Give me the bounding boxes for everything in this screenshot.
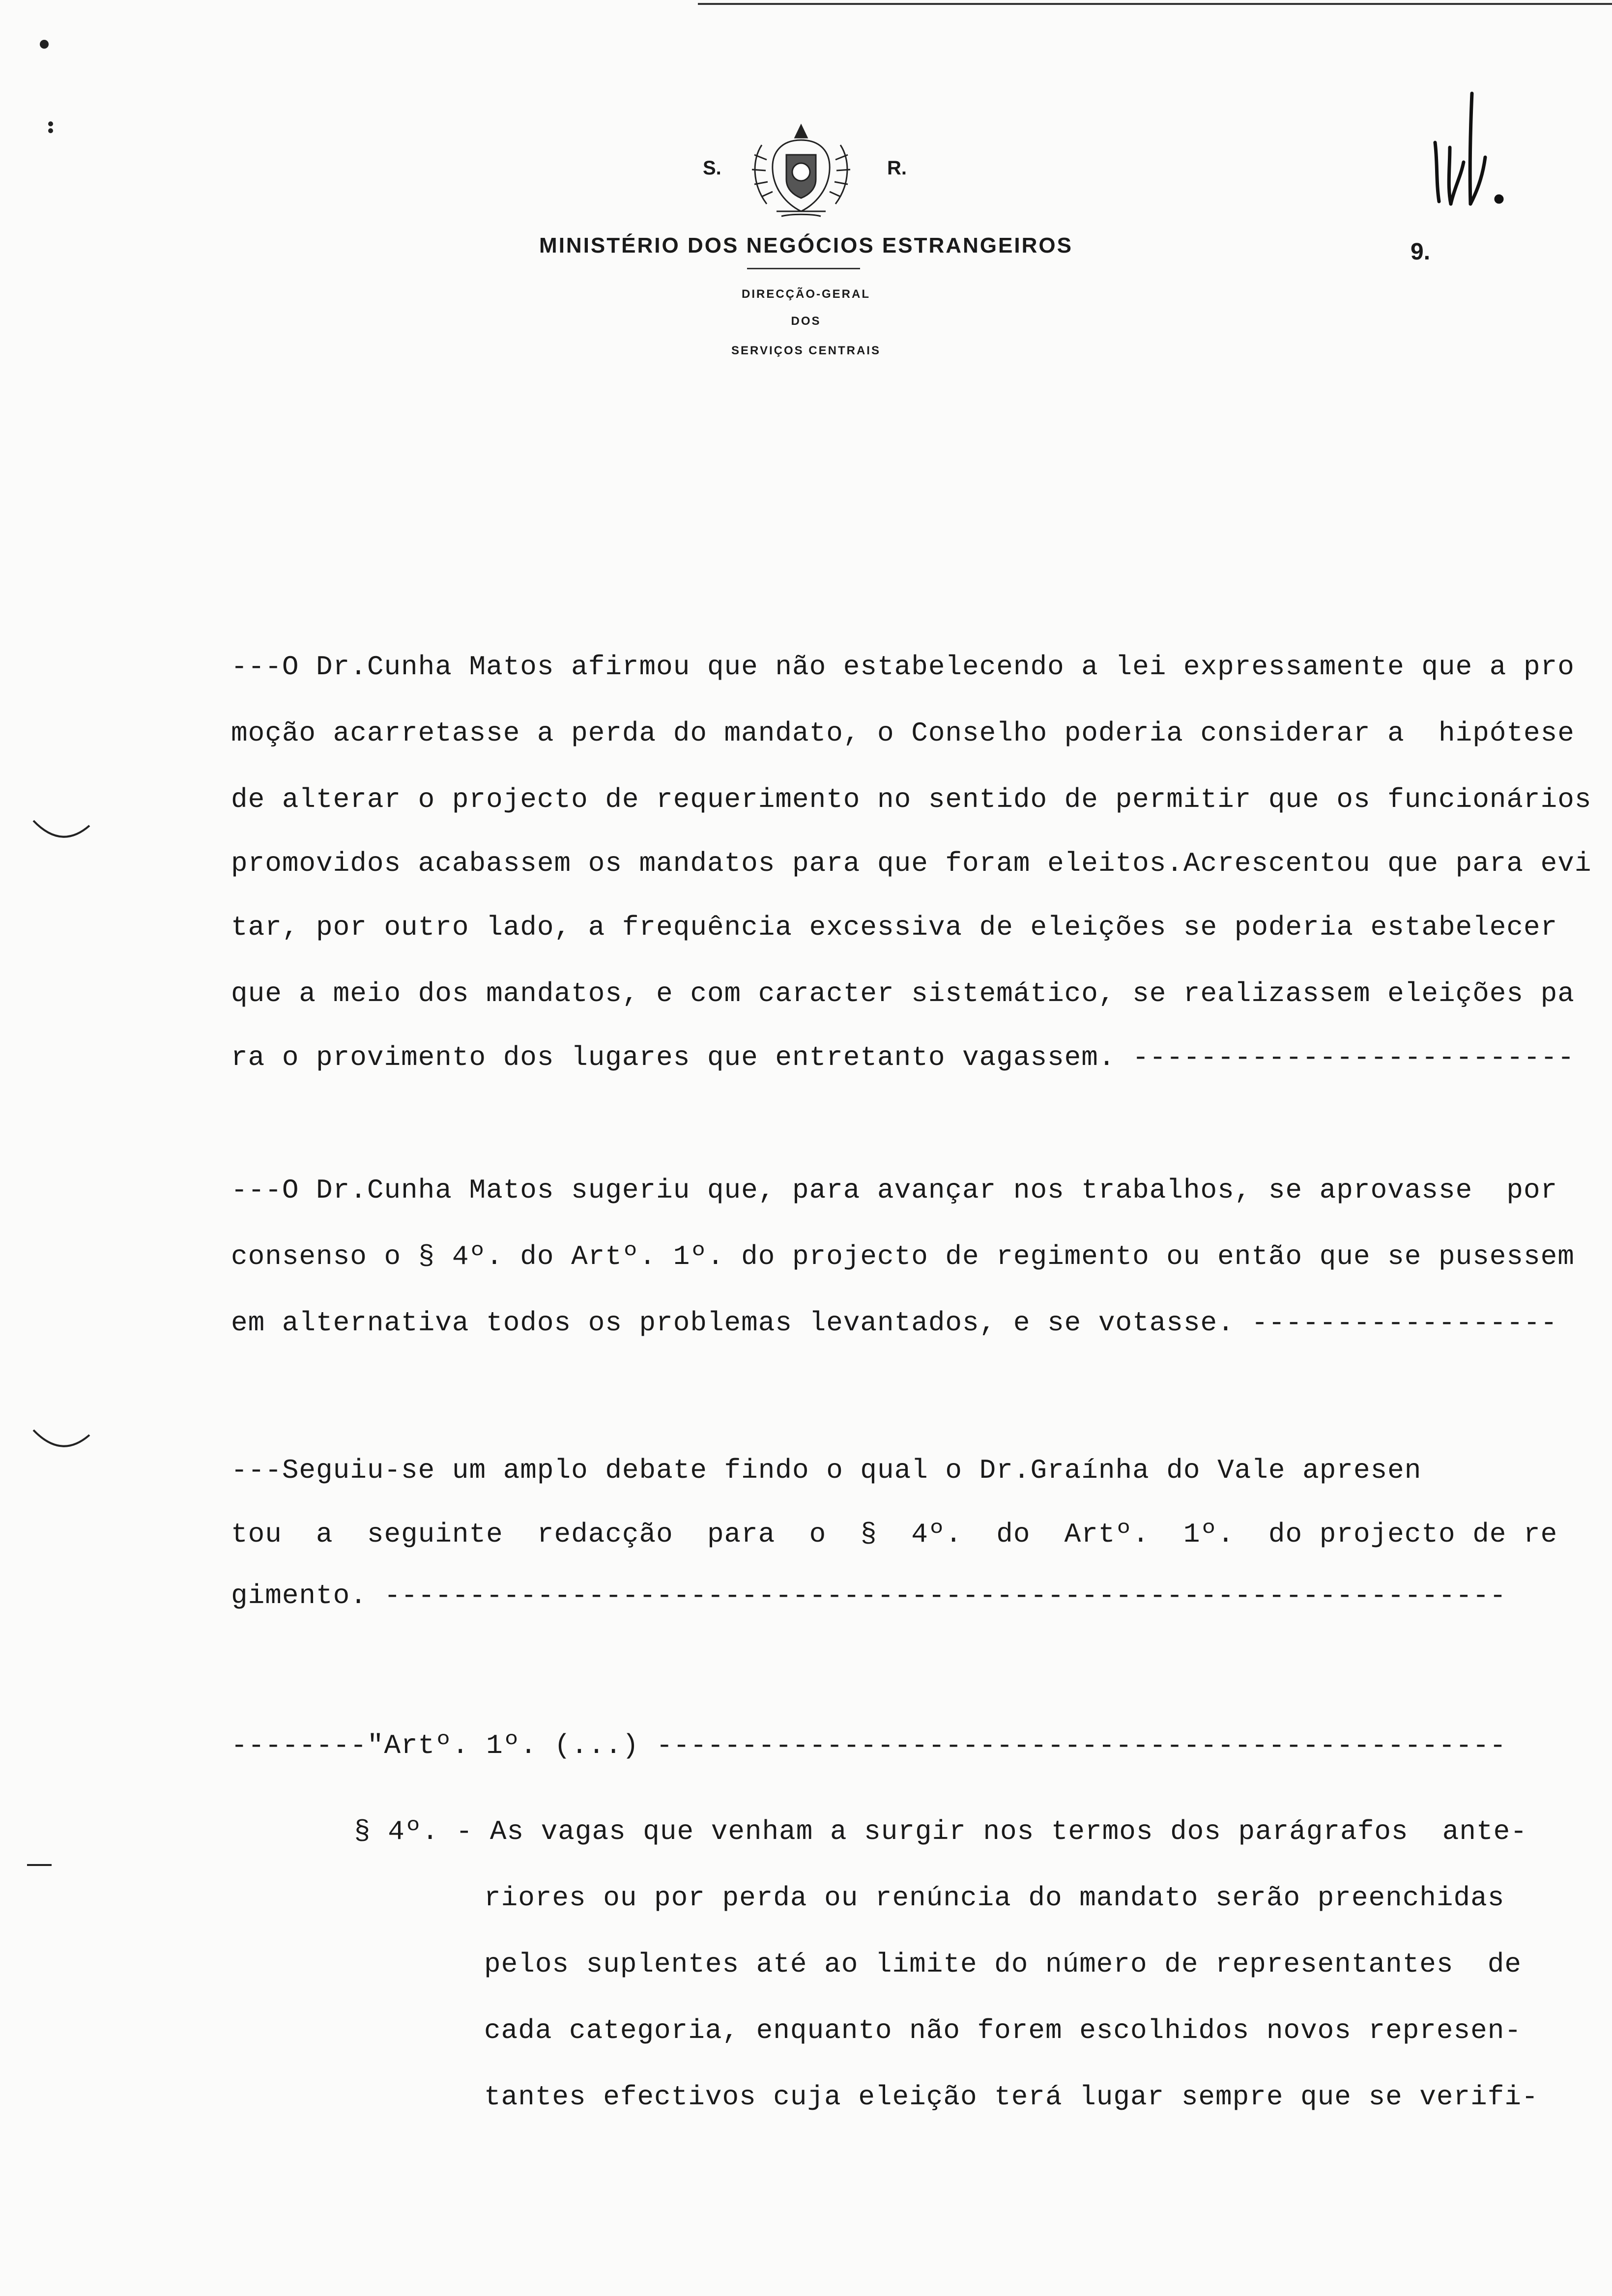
margin-dash-mark [27, 1863, 52, 1867]
ministry-underline [747, 268, 860, 269]
page-number: 9. [1410, 239, 1431, 265]
text-line: cada categoria, enquanto não forem escolhidos novos represen- [484, 2015, 1522, 2046]
coat-of-arms-icon [742, 115, 860, 221]
header-letter-r: R. [887, 157, 907, 179]
text-line: tou a seguinte redacção para o § 4º. do Artº. 1º. do projecto de re [231, 1519, 1558, 1550]
handwritten-initials-icon [1425, 88, 1514, 216]
text-line: tantes efectivos cuja eleição terá lugar sempre que se verifi- [484, 2081, 1539, 2113]
text-line: ---Seguiu-se um amplo debate findo o qual o Dr.Graínha do Vale apresen [231, 1455, 1422, 1486]
text-line: gimento. ------------------------------------------------------------------ [231, 1580, 1507, 1611]
directorate-line-1: DIRECÇÃO-GERAL [742, 287, 870, 301]
ministry-title: MINISTÉRIO DOS NEGÓCIOS ESTRANGEIROS [539, 233, 1073, 258]
text-line: pelos suplentes até ao limite do número de representantes de [484, 1949, 1522, 1980]
text-line: ra o provimento dos lugares que entretanto vagassem. -------------------------- [231, 1042, 1575, 1073]
text-line: moção acarretasse a perda do mandato, o Conselho poderia considerar a hipótese [231, 718, 1575, 749]
text-line: ---O Dr.Cunha Matos sugeriu que, para avançar nos trabalhos, se aprovasse por [231, 1175, 1558, 1206]
margin-dot-mark [34, 34, 54, 54]
directorate-line-3: SERVIÇOS CENTRAIS [731, 344, 881, 357]
text-line: tar, por outro lado, a frequência excessiva de eleições se poderia estabelecer [231, 912, 1558, 943]
text-line: em alternativa todos os problemas levantados, e se votasse. ------------------ [231, 1307, 1558, 1339]
margin-dot-mark [43, 118, 58, 138]
text-line: de alterar o projecto de requerimento no sentido de permitir que os funcionários [231, 784, 1592, 815]
paragraph-clause-first-line: § 4º. - As vagas que venham a surgir nos termos dos parágrafos ante- [354, 1816, 1527, 1847]
text-line: riores ou por perda ou renúncia do mandato serão preenchidas [484, 1882, 1505, 1914]
text-line: promovidos acabassem os mandatos para que foram eleitos.Acrescentou que para evi [231, 848, 1592, 879]
text-line: consenso o § 4º. do Artº. 1º. do projecto de regimento ou então que se pusessem [231, 1241, 1575, 1272]
hole-punch-mark [29, 1425, 93, 1460]
top-border-line [698, 3, 1612, 5]
directorate-line-2: DOS [791, 315, 821, 328]
text-line: ---O Dr.Cunha Matos afirmou que não estabelecendo a lei expressamente que a pro [231, 651, 1575, 683]
hole-punch-mark [29, 816, 93, 850]
text-line: que a meio dos mandatos, e com caracter sistemático, se realizassem eleições pa [231, 978, 1575, 1009]
header-letter-s: S. [703, 157, 721, 179]
article-heading: --------"Artº. 1º. (...) -------------------------------------------------- [231, 1730, 1507, 1761]
